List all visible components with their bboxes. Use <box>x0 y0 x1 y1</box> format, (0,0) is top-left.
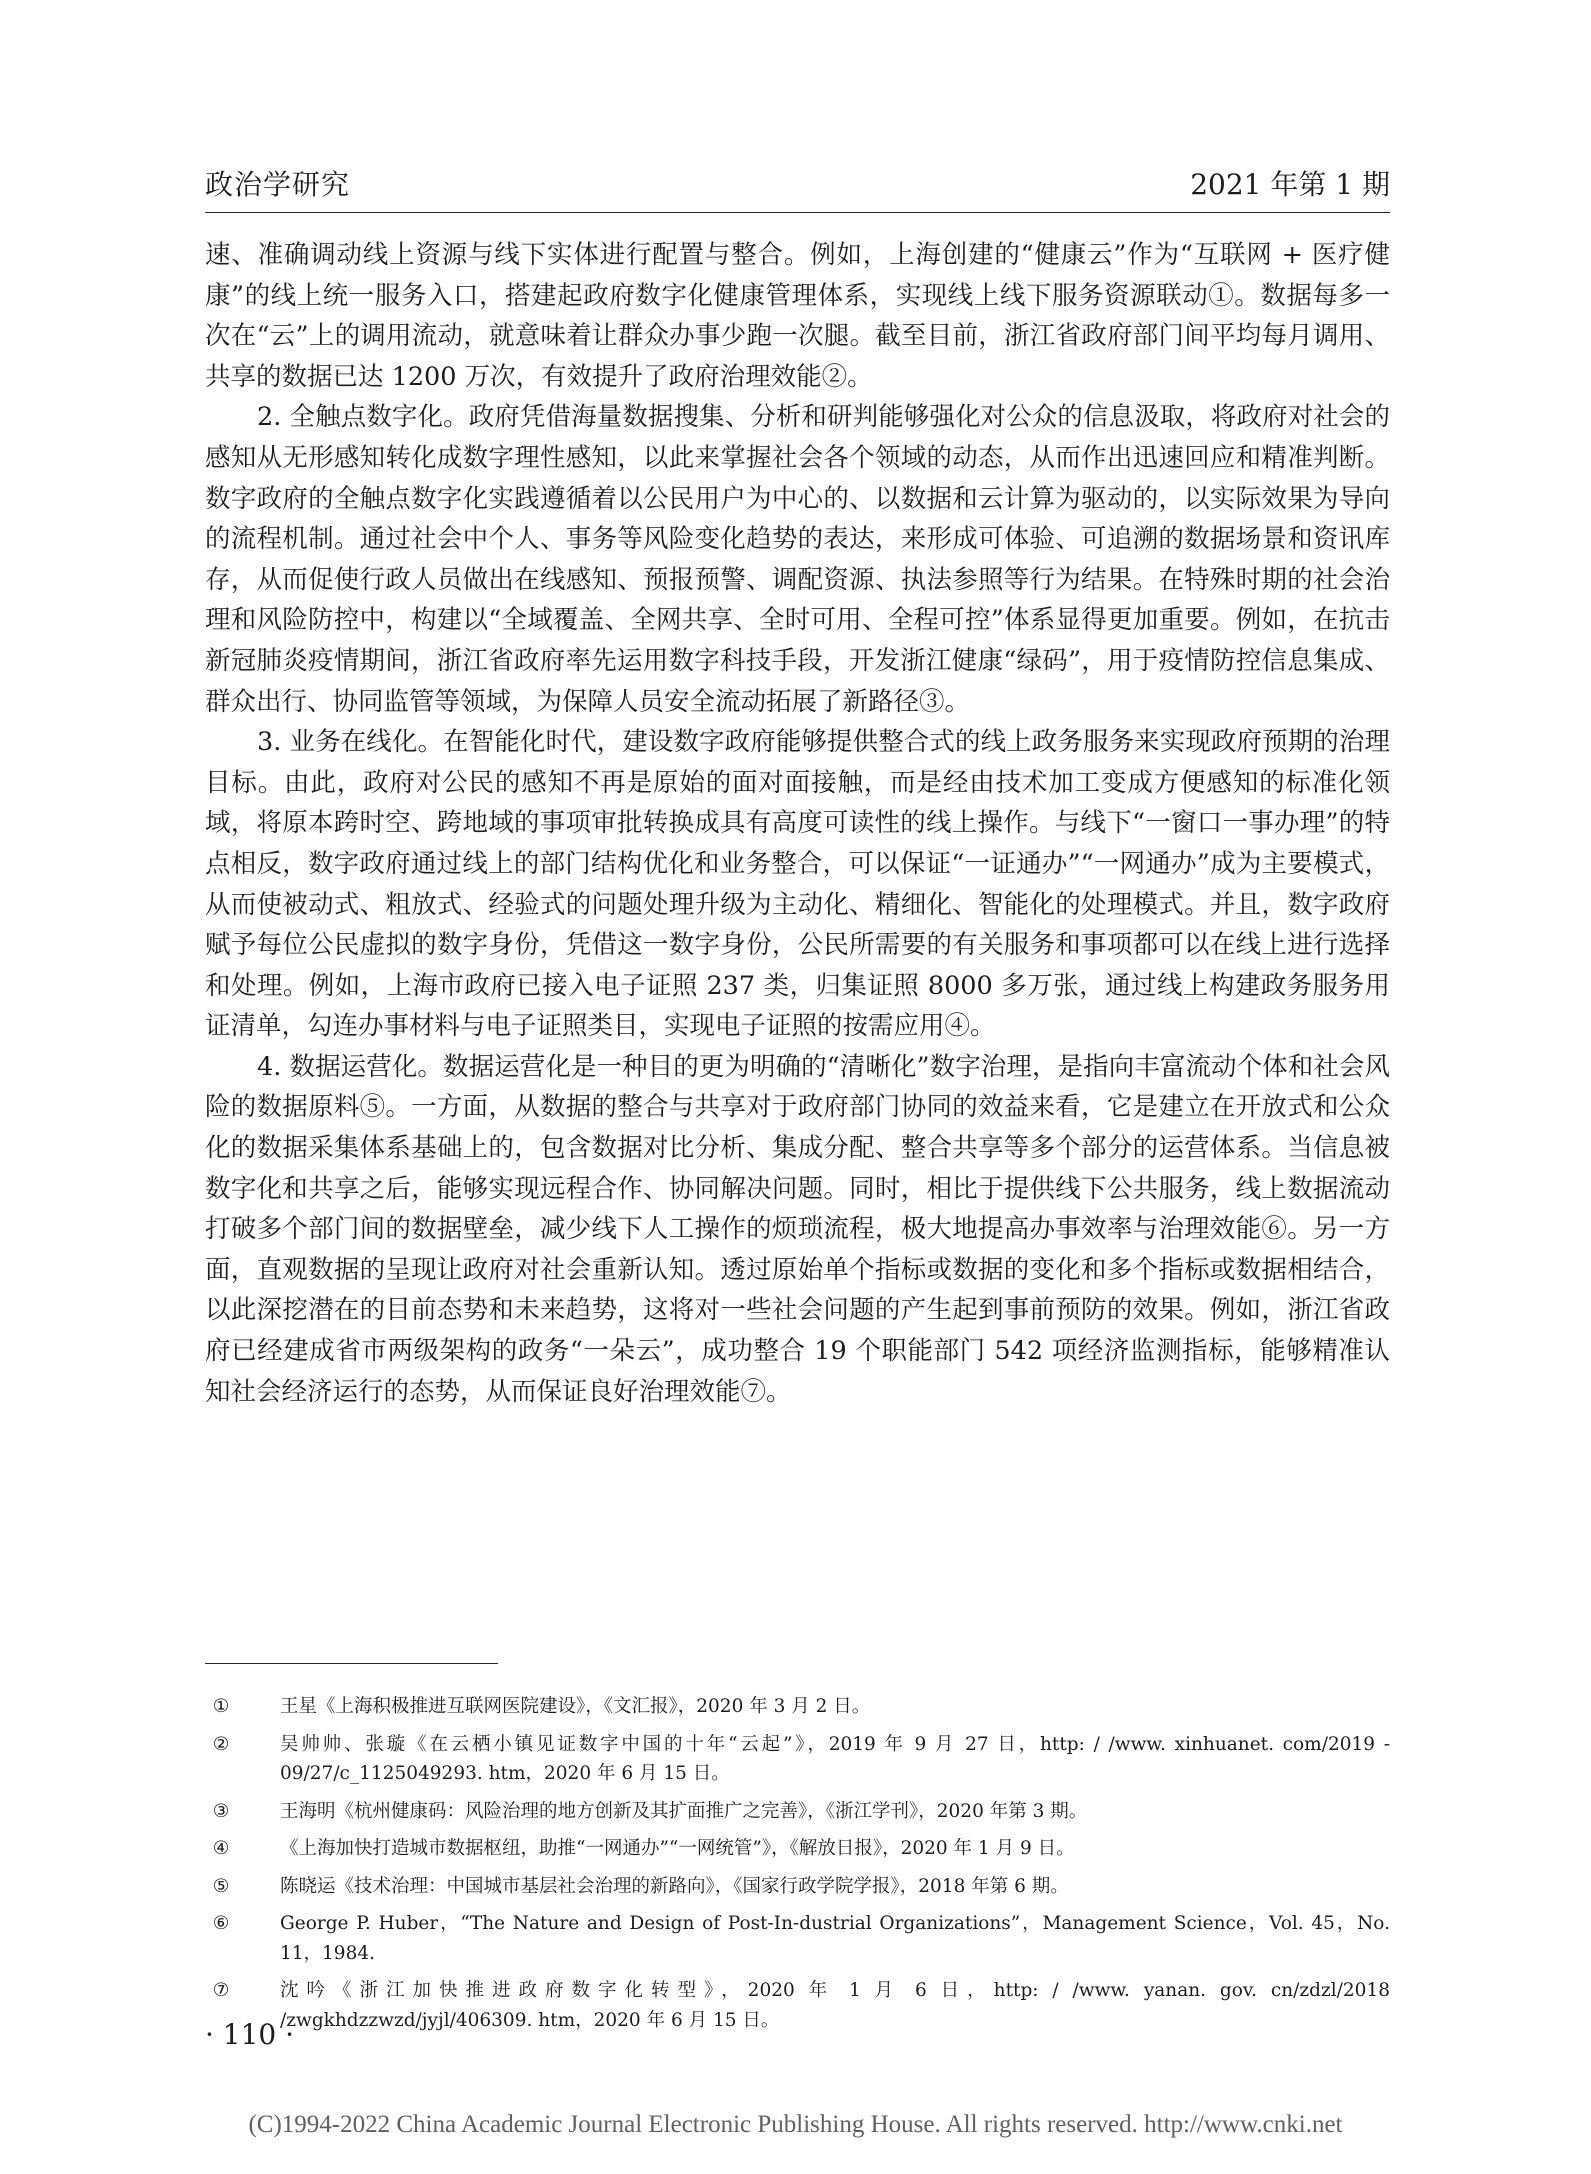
footnote-text: 陈晓运《技术治理：中国城市基层社会治理的新路向》，《国家行政学院学报》，2018 年第 6 期。 <box>280 1875 1069 1897</box>
footnote-number: ③ <box>212 1800 230 1822</box>
footnote-number: ② <box>212 1733 230 1755</box>
footnote-number: ⑦ <box>212 1980 230 2001</box>
paragraph-business-online: 3. 业务在线化。在智能化时代，建设数字政府能够提供整合式的线上政务服务来实现政府预期的治理目标。由此，政府对公民的感知不再是原始的面对面接触，而是经由技术加工变成方便感知的标准化领域，将原本跨时空、跨地域的事项审批转换成具有高度可读性的线上操作。与线下“一窗口一事办理”的特点相反，数字政府通过线上的部门结构优化和业务整合，可以保证“一证通办”“一网通办”成为主要模式，从而使被动式、粗放式、经验式的问题处理升级为主动化、精细化、智能化的处理模式。并且，数字政府赋予每位公民虚拟的数字身份，凭借这一数字身份，公民所需要的有关服务和事项都可以在线上进行选择和处理。例如，上海市政府已接入电子证照 237 类，归集证照 8000 多万张，通过线上构建政务服务用证清单，勾连办事材料与电子证照类目，实现电子证照的按需应用④。 <box>205 727 1390 1042</box>
footnote <box>205 1797 1390 1827</box>
footnote-number: ④ <box>212 1838 230 1859</box>
footnote <box>205 1692 1390 1722</box>
footnote-number: ① <box>212 1696 230 1717</box>
issue-label: 2021 年第 1 期 <box>1190 168 1390 201</box>
footnote-text: George P. Huber，“The Nature and Design of Post-In-dustrial Organizations”，Management Science，Vol. 45，No. 11，1984. <box>280 1913 1390 1964</box>
footnote <box>205 1872 1390 1902</box>
footnote-text: 《上海加快打造城市数据枢纽，助推“一网通办”“一网统管”》，《解放日报》，2020 年 1 月 9 日。 <box>280 1838 1075 1859</box>
header-rule <box>205 212 1390 213</box>
footnote-number: ⑥ <box>212 1913 230 1934</box>
footnote <box>205 1730 1390 1789</box>
footnote-text: 王海明《杭州健康码：风险治理的地方创新及其扩面推广之完善》，《浙江学刊》，2020 年第 3 期。 <box>280 1800 1088 1822</box>
body-text <box>205 235 1390 1412</box>
footnote-rule <box>205 1663 498 1664</box>
footnotes <box>205 1692 1390 2043</box>
paragraph-continued: 速、准确调动线上资源与线下实体进行配置与整合。例如，上海创建的“健康云”作为“互联网 + 医疗健康”的线上统一服务入口，搭建起政府数字化健康管理体系，实现线上线下服务资源联动①。数据每多一次在“云”上的调用流动，就意味着让群众办事少跑一次腿。截至目前，浙江省政府部门间平均每月调用、共享的数据已达 1200 万次，有效提升了政府治理效能②。 <box>205 240 1390 392</box>
footnote-number: ⑤ <box>212 1875 230 1897</box>
paragraph-data-operation: 4. 数据运营化。数据运营化是一种目的更为明确的“清晰化”数字治理，是指向丰富流动个体和社会风险的数据原料⑤。一方面，从数据的整合与共享对于政府部门协同的效益来看，它是建立在开放式和公众化的数据采集体系基础上的，包含数据对比分析、集成分配、整合共享等多个部分的运营体系。当信息被数字化和共享之后，能够实现远程合作、协同解决问题。同时，相比于提供线下公共服务，线上数据流动打破多个部门间的数据壁垒，减少线下人工操作的烦琐流程，极大地提高办事效率与治理效能⑥。另一方面，直观数据的呈现让政府对社会重新认知。透过原始单个指标或数据的变化和多个指标或数据相结合，以此深挖潜在的目前态势和未来趋势，这将对一些社会问题的产生起到事前预防的效果。例如，浙江省政府已经建成省市两级架构的政务“一朵云”，成功整合 19 个职能部门 542 项经济监测指标，能够精准认知社会经济运行的态势，从而保证良好治理效能⑦。 <box>205 1051 1390 1407</box>
journal-title: 政治学研究 <box>205 168 351 201</box>
paragraph-touchpoint-digitization: 2. 全触点数字化。政府凭借海量数据搜集、分析和研判能够强化对公众的信息汲取，将政府对社会的感知从无形感知转化成数字理性感知，以此来掌握社会各个领域的动态，从而作出迅速回应和精准判断。数字政府的全触点数字化实践遵循着以公民用户为中心的、以数据和云计算为驱动的，以实际效果为导向的流程机制。通过社会中个人、事务等风险变化趋势的表达，来形成可体验、可追溯的数据场景和资讯库存，从而促使行政人员做出在线感知、预报预警、调配资源、执法参照等行为结果。在特殊时期的社会治理和风险防控中，构建以“全域覆盖、全网共享、全时可用、全程可控”体系显得更加重要。例如，在抗击新冠肺炎疫情期间，浙江省政府率先运用数字科技手段，开发浙江健康“绿码”，用于疫情防控信息集成、群众出行、协同监管等领域，为保障人员安全流动拓展了新路径③。 <box>205 402 1390 717</box>
page-number: · 110 · <box>205 2018 295 2051</box>
footnote-text: 沈吟《浙江加快推进政府数字化转型》，2020 年 1 月 6 日，http: / /www. yanan. gov. cn/zdzl/2018 /zwgkhdzzwzd/jyjl/406309. htm，2020 年 6 月 15 日。 <box>280 1980 1390 2031</box>
footnote <box>205 1976 1390 2035</box>
footnote-text: 王星《上海积极推进互联网医院建设》，《文汇报》，2020 年 3 月 2 日。 <box>280 1696 871 1717</box>
running-head <box>205 164 1390 206</box>
footnote-text: 吴帅帅、张璇《在云栖小镇见证数字中国的十年“云起”》，2019 年 9 月 27 日，http: / /www. xinhuanet. com/2019 - 09/27/c_1125049293. htm，2020 年 6 月 15 日。 <box>280 1733 1390 1784</box>
footnote <box>205 1834 1390 1864</box>
footnote <box>205 1909 1390 1968</box>
copyright-notice: (C)1994-2022 China Academic Journal Electronic Publishing House. All rights reserved. http://www.cnki.net <box>248 2111 1343 2138</box>
